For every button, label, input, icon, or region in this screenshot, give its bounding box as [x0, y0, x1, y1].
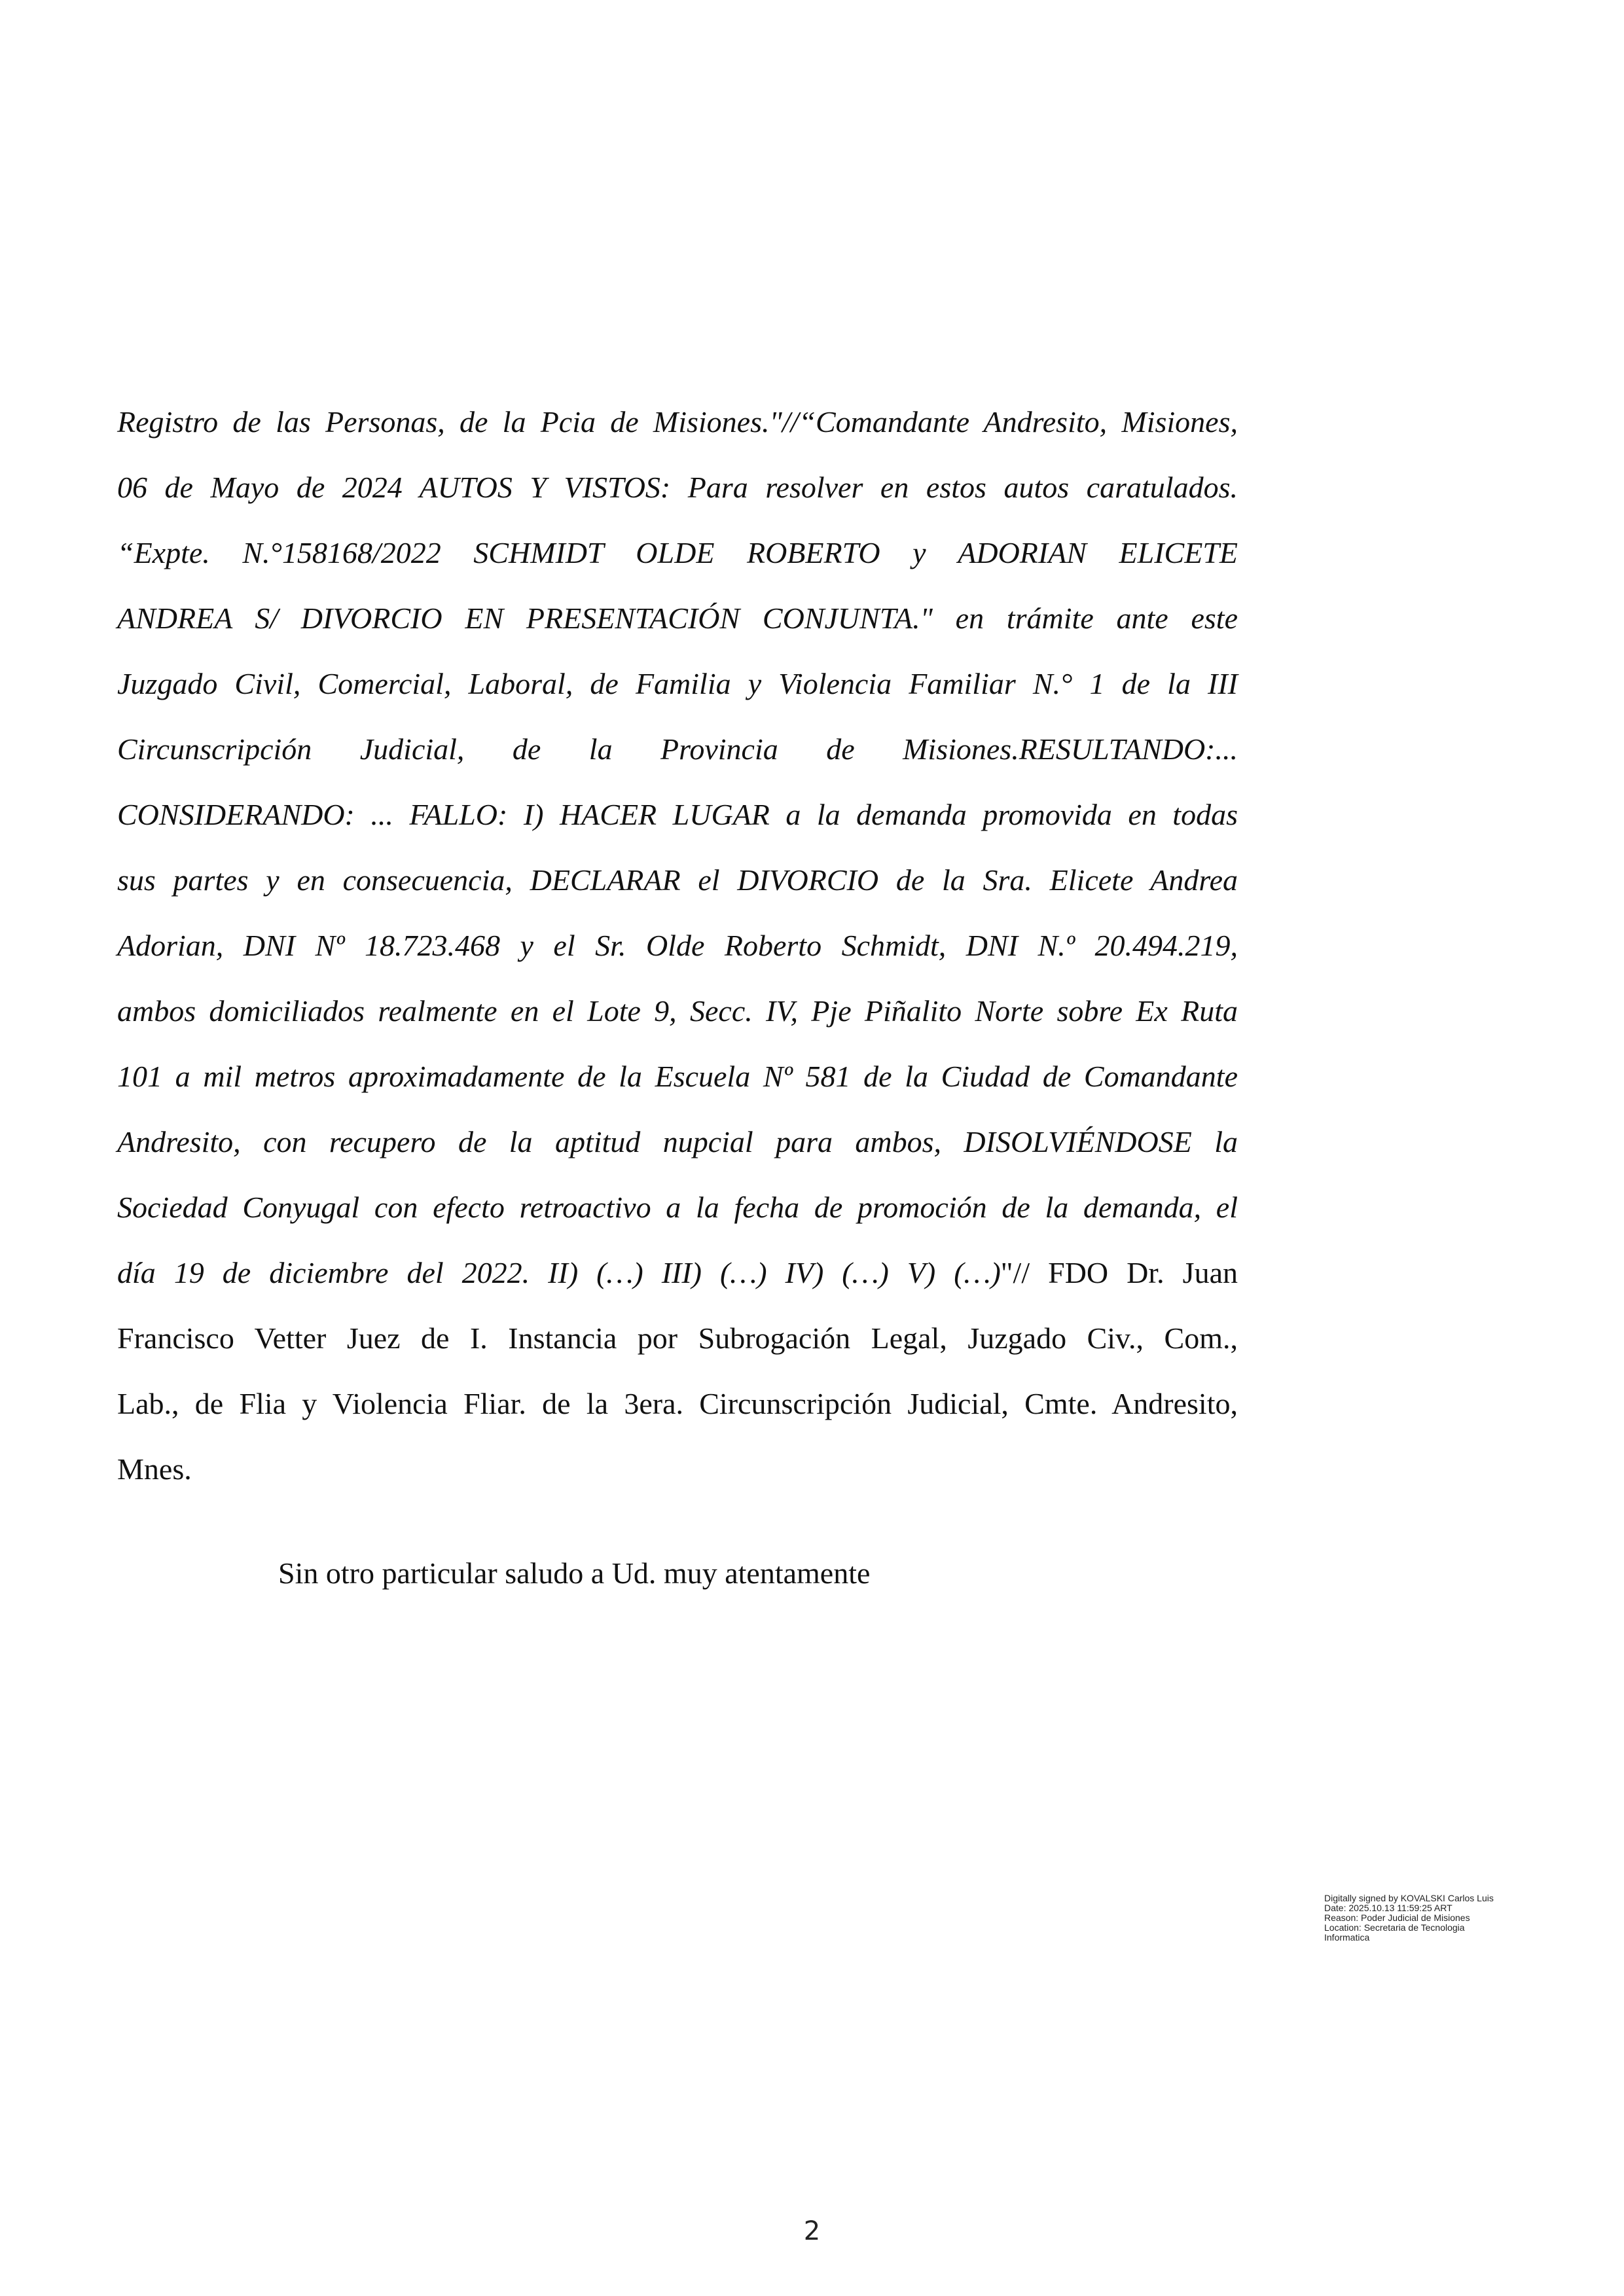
- text-line: [117, 1371, 1238, 1437]
- text-run: Lab., de Flia y Violencia Fliar. de la 3era. Circunscripción Judicial, Cmte. Andresito,: [117, 1387, 1238, 1420]
- text-line: [117, 1175, 1238, 1240]
- text-run: 101 a mil metros aproximadamente de la Escuela Nº 581 de la Ciudad de Comandante: [117, 1060, 1238, 1093]
- text-run: día 19 de diciembre del 2022. II) (…) III) (…) IV) (…) V) (…): [117, 1256, 1001, 1289]
- signature-line: Date: 2025.10.13 11:59:25 ART: [1324, 1903, 1453, 1913]
- text-line: [117, 455, 1238, 520]
- text-run: Francisco Vetter Juez de I. Instancia por Subrogación Legal, Juzgado Civ., Com.,: [117, 1321, 1238, 1355]
- text-run: Adorian, DNI Nº 18.723.468 y el Sr. Olde Roberto Schmidt, DNI N.º 20.494.219,: [117, 929, 1238, 962]
- closing-salutation: Sin otro particular saludo a Ud. muy atentamente: [278, 1556, 871, 1590]
- text-line: [117, 782, 1238, 848]
- text-run: Mnes.: [117, 1452, 192, 1486]
- text-run: Registro de las Personas, de la Pcia de Misiones."//“Comandante Andresito, Misiones,: [117, 405, 1238, 439]
- signature-line: Location: Secretaria de Tecnologia: [1324, 1922, 1465, 1933]
- text-run: sus partes y en consecuencia, DECLARAR el DIVORCIO de la Sra. Elicete Andrea: [117, 863, 1238, 897]
- text-run: 06 de Mayo de 2024 AUTOS Y VISTOS: Para resolver en estos autos caratulados.: [117, 471, 1238, 504]
- signature-line: Informatica: [1324, 1932, 1370, 1943]
- signature-line: Digitally signed by KOVALSKI Carlos Luis: [1324, 1893, 1494, 1903]
- text-run: Andresito, con recupero de la aptitud nupcial para ambos, DISOLVIÉNDOSE la: [117, 1125, 1238, 1158]
- text-run: “Expte. N.°158168/2022 SCHMIDT OLDE ROBERTO y ADORIAN ELICETE: [117, 536, 1238, 569]
- text-run: Juzgado Civil, Comercial, Laboral, de Familia y Violencia Familiar N.° 1 de la III: [117, 667, 1238, 700]
- signature-line: Reason: Poder Judicial de Misiones: [1324, 1912, 1470, 1923]
- text-line: [117, 389, 1238, 455]
- text-line: [117, 848, 1238, 913]
- text-line: [117, 1109, 1238, 1175]
- digital-signature-block: [1324, 1893, 1560, 1943]
- text-run: "// FDO Dr. Juan: [1000, 1256, 1238, 1289]
- text-run: ANDREA S/ DIVORCIO EN PRESENTACIÓN CONJUNTA." en trámite ante este: [117, 601, 1238, 635]
- text-line: [117, 1044, 1238, 1109]
- text-run: Circunscripción Judicial, de la Provincia de Misiones.RESULTANDO:...: [117, 732, 1238, 766]
- text-line: [117, 1240, 1238, 1306]
- text-run: Sociedad Conyugal con efecto retroactivo a la fecha de promoción de la demanda, el: [117, 1191, 1238, 1224]
- text-run: CONSIDERANDO: ... FALLO: I) HACER LUGAR a la demanda promovida en todas: [117, 798, 1238, 831]
- text-line: [117, 978, 1238, 1044]
- text-line: [117, 586, 1238, 651]
- page-number: 2: [803, 2216, 821, 2246]
- text-line: [117, 717, 1238, 782]
- text-line: [117, 520, 1238, 586]
- text-line: [117, 651, 1238, 717]
- text-run: ambos domiciliados realmente en el Lote 9, Secc. IV, Pje Piñalito Norte sobre Ex Ruta: [117, 994, 1238, 1028]
- text-line: [117, 1306, 1238, 1371]
- text-line: [117, 913, 1238, 978]
- resolution-text-block: [117, 389, 1238, 1502]
- text-line: [117, 1437, 1238, 1502]
